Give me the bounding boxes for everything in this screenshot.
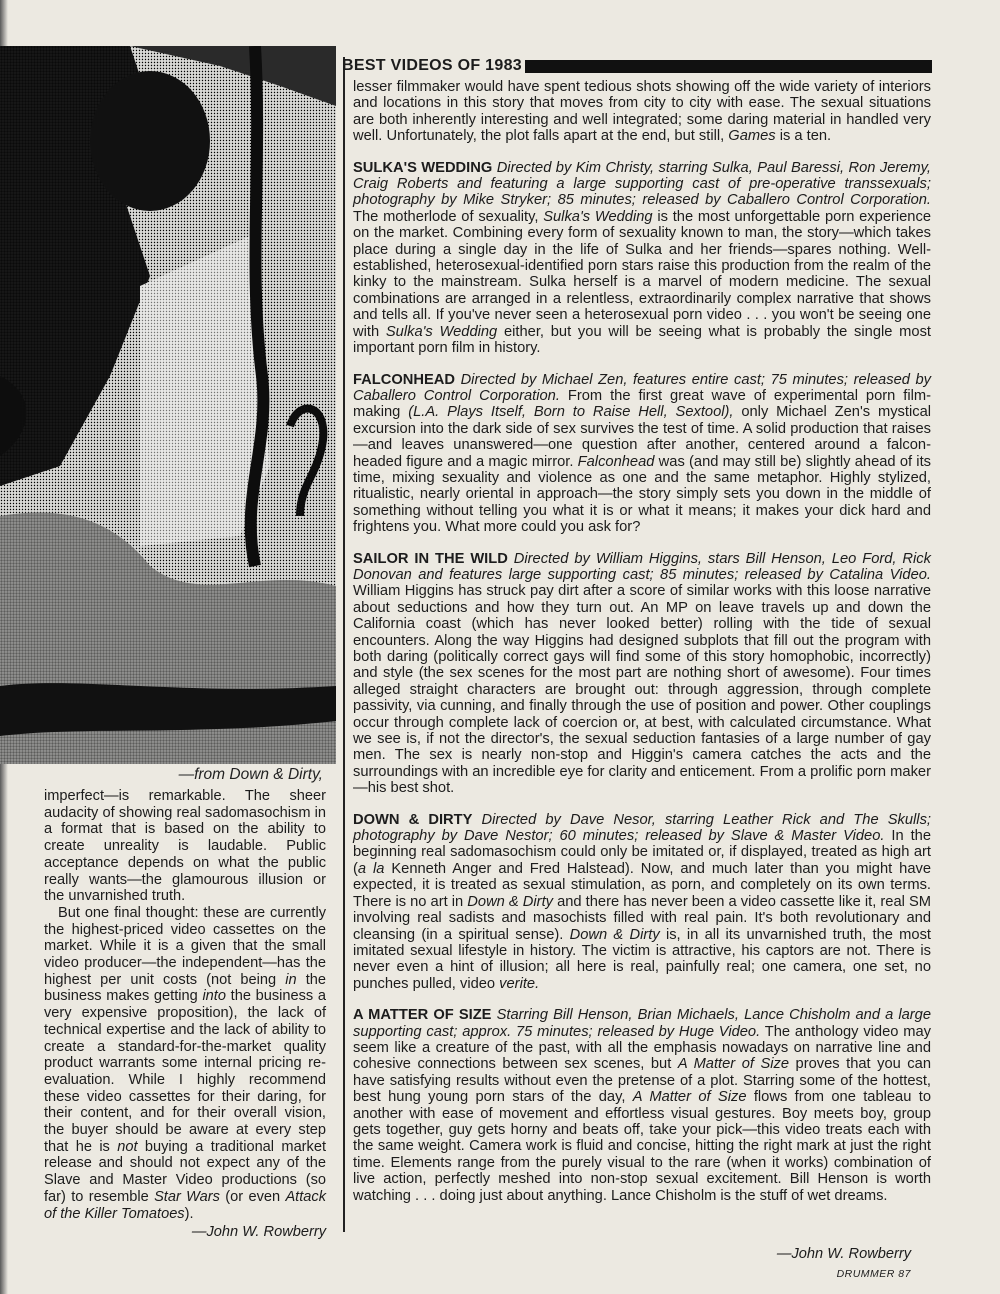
page-folio: DRUMMER 87 <box>836 1268 911 1280</box>
review-falconhead: FALCONHEAD Directed by Michael Zen, features entire cast; 75 minutes; released by Caballero Control Corporation. From the first great wave of experimental porn film-making (L.A. Plays Itself, Born to Raise Hell, Sextool), only Michael Zen's mystical excursion into the dark side of sex survives the test of time. A solid production that raises—and leaves unanswered—one question after another, centered around a falcon-headed figure and a magic mirror. Falconhead was (and may still be) slightly ahead of its time, mixing sexuality and violence as one and the same metaphor. Highly stylized, ritualistic, nearly oriental in approach—the story simply sets you down in the middle of something without telling you what it is or what it means; it makes your dick hard and frightens you. What more could you ask for? <box>353 371 931 536</box>
review-title: DOWN & DIRTY <box>353 811 473 828</box>
left-paragraph-2: But one final thought: these are currently the highest-priced video cassettes on the market. While it is a given that the small video producer—the independent—has the highest per unit costs (not being in the business makes getting into the business a very expensive proposition), the lack of technical expertise and the lack of ability to create a standard-for-the-market quality product warrants some internal pricing re-evaluation. While I highly recommend these video cassettes for their daring, for their content, and for their overall vision, the buyer should be aware at every step that he is not buying a traditional market release and should not expect any of the Slave and Master Video productions (so far) to resemble Star Wars (or even Attack of the Killer Tomatoes). <box>44 904 327 1222</box>
review-sulkas-wedding: SULKA'S WEDDING Directed by Kim Christy, starring Sulka, Paul Baressi, Ron Jeremy, Craig Roberts and featuring a large supporting cast of pre-operative transsexuals; photography by Mike Stryker; 85 minutes; released by Caballero Control Corporation. The motherlode of sexuality, Sulka's Wedding is the most unforgettable porn experience on the market. Combining every form of sexuality known to man, the story—which takes place during a single day in the life of Sulka and her friends—spares nothing. Well-established, heterosexual-identified porn stars raise this production from the realm of the kinky to the mainstream. Sulka herself is a marvel of modern medicine. The sexual combinations are arranged in a relentless, extraordinarily complex narrative that shows and tells all. If you've never seen a heterosexual porn video . . . you won't be seeing one with Sulka's Wedding either, but you will be seeing what is probably the single most important porn film in history. <box>353 159 932 357</box>
section-title: BEST VIDEOS OF 1983 <box>342 57 522 74</box>
left-byline: —John W. Rowberry <box>191 1224 326 1241</box>
header-rule <box>525 60 932 73</box>
review-down-and-dirty: DOWN & DIRTY Directed by Dave Nesor, starring Leather Rick and The Skulls; photography by Dave Nestor; 60 minutes; released by Slave & Master Video. In the beginning real sadomasochism could only be imitated or, if displayed, treated as high art (a la Kenneth Anger and Fred Halstead). Now, and much later than you might have expected, it is treated as sexual stimulation, as porn, and completely on its own terms. There is no art in Down & Dirty and there has never been a video cassette like it, real SM involving real sadists and masochists filled with real pain. It's both revolutionary and cleansing (in a spiritual sense). Down & Dirty is, in all its unvarnished truth, the most imitated sexual lifestyle in history. The victim is attractive, his captors are not. There is never even a hint of illusion; all here is real, painfully real; one camera, one set, no punches pulled, video verite. <box>353 811 932 992</box>
review-intro: lesser filmmaker would have spent tedious shots showing off the wide variety of interiors and locations in this story that moves from city to city with ease. The sexual situations are both inherently interesting and well integrated; some daring material in handled very well. Unfortunately, the plot falls apart at the end, but still, Games is a ten. <box>353 79 931 145</box>
review-a-matter-of-size: A MATTER OF SIZE Starring Bill Henson, Brian Michaels, Lance Chisholm and a large supporting cast; approx. 75 minutes; released by Huge Video. The anthology video may seem like a creature of the past, with all the emphasis nowadays on narrative line and cohesive connections between sex scenes, but A Matter of Size proves that you can have satisfying results without even the pretense of a plot. Starring some of the hottest, best hung young porn stars of the day, A Matter of Size flows from one tableau to another with ease of movement and effortless visual gestures. Boy meets boy, group gets together, guy gets horny and beats off, take your pick—this video treats each with the same weight. Camera work is fluid and concise, hitting the right mark at just the right time. Elements range from the purely visual to the rare (when it works) combination of live action, perfectly meshed into non-stop sexual excitement. Bill Henson is worth watching . . . doing just about anything. Lance Chisholm is the stuff of wet dreams. <box>353 1007 931 1204</box>
photo-illustration <box>0 46 336 764</box>
review-title: SULKA'S WEDDING <box>353 159 493 176</box>
right-column-reviews <box>353 79 931 1219</box>
review-title: SAILOR IN THE WILD <box>353 550 508 567</box>
column-divider <box>343 57 345 1232</box>
halftone-photo <box>0 46 336 764</box>
left-paragraph-1: imperfect—is remarkable. The sheer audacity of showing real sadomasochism in a format that is based on the ability to create unreality is laudable. Public acceptance depends on what the public really wants—the glamourous illusion or the unvarnished truth. <box>44 788 326 905</box>
left-column-text <box>44 788 326 1241</box>
review-title: FALCONHEAD <box>353 371 455 388</box>
photo-caption: —from Down & Dirty, <box>178 766 323 783</box>
right-byline: —John W. Rowberry <box>776 1246 911 1262</box>
section-header <box>342 57 932 75</box>
review-sailor-in-the-wild: SAILOR IN THE WILD Directed by William Higgins, stars Bill Henson, Leo Ford, Rick Donovan and features large supporting cast; 85 minutes; released by Catalina Video. William Higgins has struck pay dirt after a score of similar works with this loose narrative about seductions and how they turn out. An MP on leave travels up and down the California coast (which has never looked better) rolling with the tide of sexual encounters. Along the way Higgins had designed subplots that fill out the program with both daring (politically correct gays will find some of this story homophobic, incorrectly) and style (the sex scenes for the most part are nothing short of awesome). Four times alleged straight characters are brought out: through aggression, through complete passivity, via cunning, and finally through the use of position and power. Other couplings occur through complete lack of coercion or, at best, with calculated circumstance. What we see is, if not the director's, the sexual seduction fantasies of a large number of gay men. The sex is nearly non-stop and Higgin's camera catches the acts and the surroundings with an incredible eye for clarity and enticement. From a prolific porn maker—his best shot. <box>353 550 931 797</box>
review-title: A MATTER OF SIZE <box>353 1007 492 1024</box>
